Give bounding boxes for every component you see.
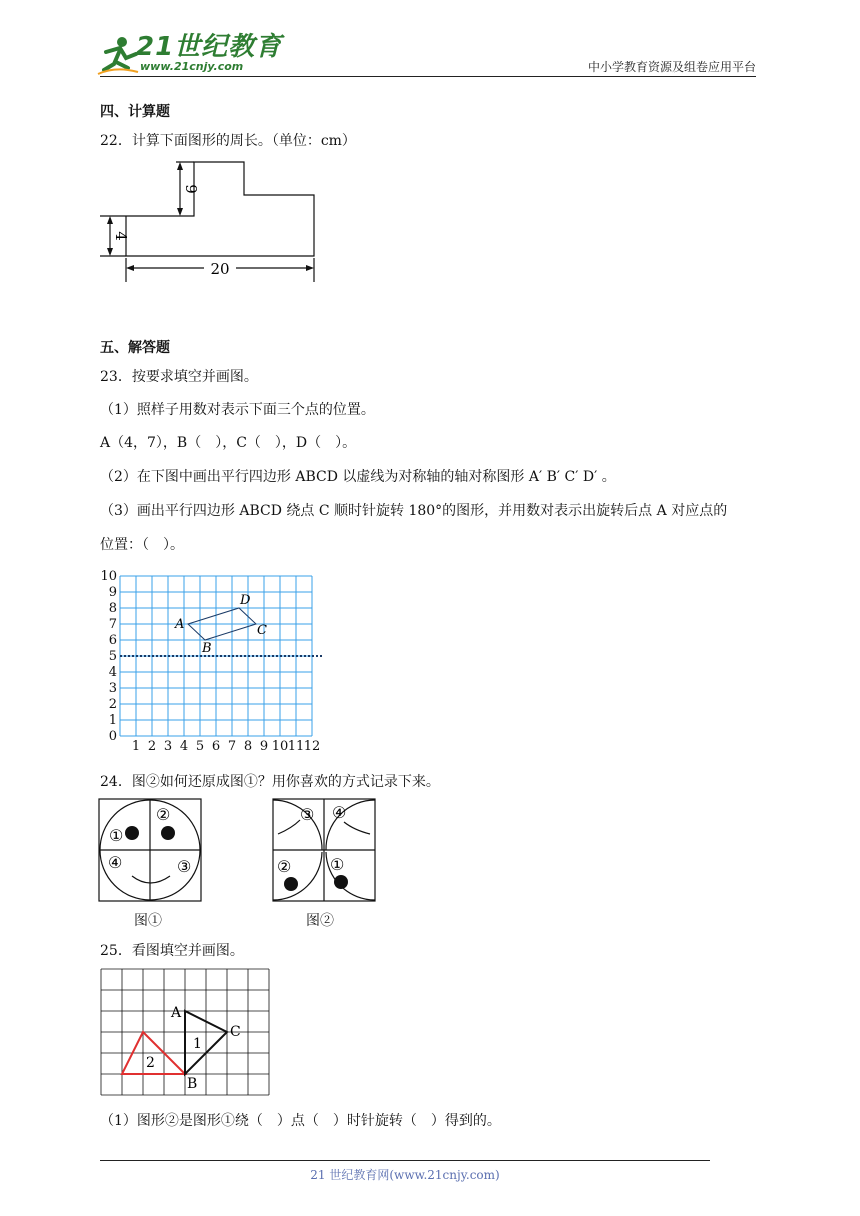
header-divider [100,76,756,77]
question-24: 24．图②如何还原成图①？用你喜欢的方式记录下来。 [100,774,440,790]
x-tick-label: 9 [259,739,269,754]
y-tick-label: 10 [100,569,117,584]
figure-1-smiley [98,798,204,904]
fig1-label-1: ① [109,826,124,845]
figure-outline [100,162,314,256]
label-a: A [171,1005,182,1021]
rotation-grid [98,966,274,1096]
fig1-label-4: ④ [108,853,123,872]
logo-url: www.21cnjy.com [140,60,244,73]
q23-part1: （1）照样子用数对表示下面三个点的位置。 [100,402,375,418]
header-platform-text: 中小学教育资源及组卷应用平台 [587,60,756,74]
caption-figure-1: 图① [134,913,162,929]
point-label-b: B [202,641,212,656]
y-tick-label: 4 [108,665,117,680]
y-tick-label: 8 [108,601,117,616]
q23-part1-answer: A（4，7），B（ ），C（ ），D（ ）。 [100,435,357,451]
coordinate-grid [96,568,336,754]
label-b: B [187,1076,198,1092]
dim-label-left: 4 [112,231,130,241]
y-tick-label: 5 [108,649,117,664]
y-tick-label: 3 [108,681,117,696]
y-tick-label: 1 [108,713,117,728]
point-label-a: A [175,617,185,632]
fig2-label-4: ④ [332,803,347,822]
dim-label-top: 9 [182,184,200,194]
question-25: 25．看图填空并画图。 [100,943,244,959]
q23-part3-line1: （3）画出平行四边形 ABCD 绕点 C 顺时针旋转 180°的图形，并用数对表示出旋转后点 A 对应点的 [100,503,728,519]
figure-2-pieces [272,798,378,904]
x-tick-label: 10 [271,739,289,754]
logo-text: 21世纪教育 [136,32,283,62]
x-tick-label: 11 [287,739,305,754]
question-22: 22．计算下面图形的周长。（单位：cm） [100,133,356,149]
y-tick-label: 0 [108,729,117,744]
y-tick-label: 2 [108,697,117,712]
y-tick-label: 6 [108,633,117,648]
logo-icon [96,36,140,80]
x-tick-label: 7 [227,739,237,754]
footer-divider [100,1160,710,1161]
perimeter-figure [96,158,326,284]
label-c: C [230,1024,241,1040]
point-label-c: C [257,623,267,638]
x-tick-label: 8 [243,739,253,754]
label-one: 1 [193,1036,202,1052]
point-label-d: D [240,593,251,608]
x-tick-label: 6 [211,739,221,754]
y-tick-label: 9 [108,585,117,600]
fig2-label-3: ③ [300,805,315,824]
caption-figure-2: 图② [306,913,334,929]
section-title-answer: 五、解答题 [100,340,170,356]
section-title-calc: 四、计算题 [100,104,170,120]
x-tick-label: 5 [195,739,205,754]
x-tick-label: 12 [303,739,321,754]
q23-part3-line2: 位置：（ ）。 [100,537,184,553]
x-tick-label: 3 [163,739,173,754]
fig1-label-3: ③ [177,857,192,876]
x-tick-label: 2 [147,739,157,754]
fig2-label-2: ② [277,857,292,876]
label-two: 2 [146,1055,155,1071]
fig1-label-2: ② [156,805,171,824]
x-tick-label: 1 [131,739,141,754]
q23-part2: （2）在下图中画出平行四边形 ABCD 以虚线为对称轴的轴对称图形 A′ B′ C′ D′ 。 [100,469,616,485]
question-23: 23．按要求填空并画图。 [100,369,258,385]
fig2-label-1: ① [330,855,345,874]
footer-text: 21 世纪教育网(www.21cnjy.com) [310,1168,500,1182]
y-tick-label: 7 [108,617,117,632]
q25-part1: （1）图形②是图形①绕（ ）点（ ）时针旋转（ ）得到的。 [100,1113,501,1129]
x-tick-label: 4 [179,739,189,754]
dim-label-bottom: 20 [210,260,230,278]
